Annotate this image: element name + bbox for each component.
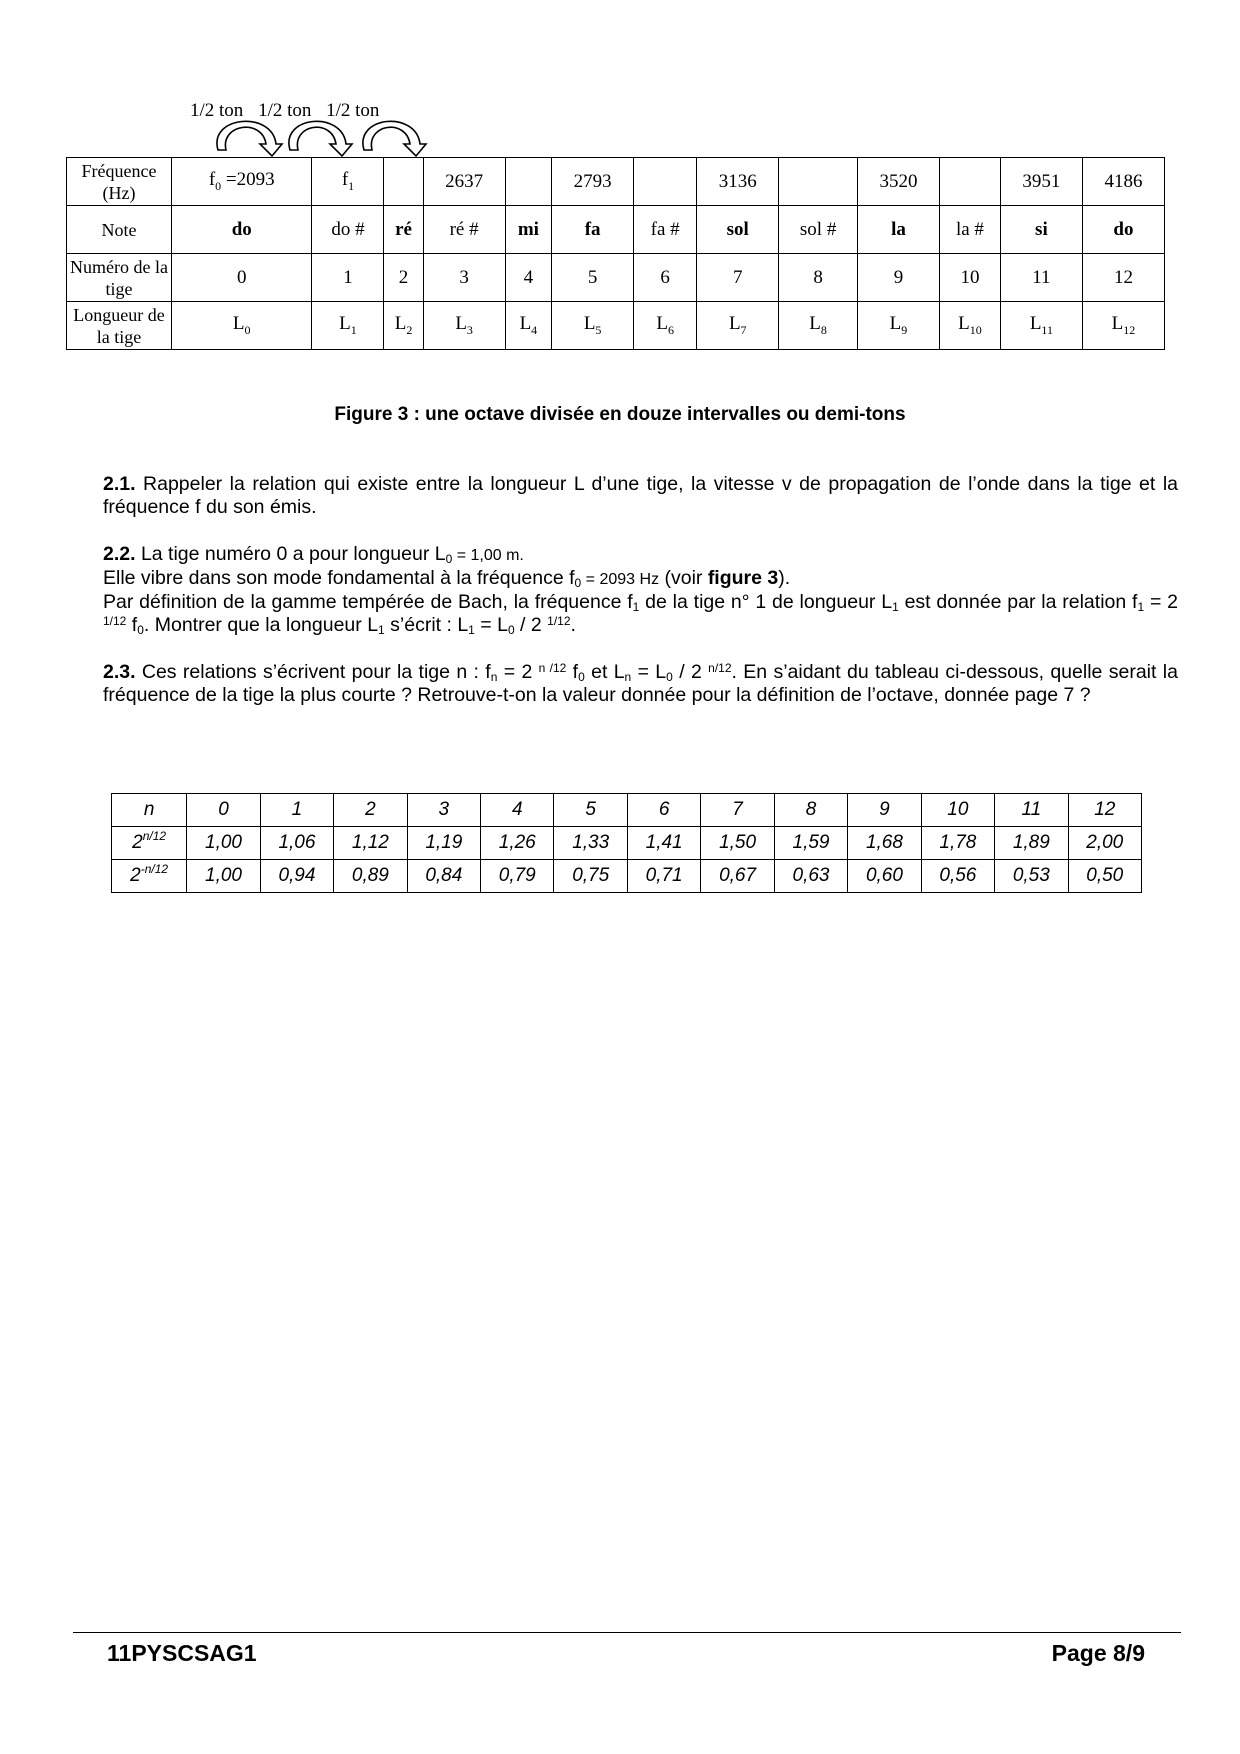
question-text: Rappeler la relation qui existe entre la longueur L d’une tige, la vitesse v de propagation de l’onde dans la tige et la fréquence f du son émis. [103,473,1178,518]
note-cell: sol [697,206,779,254]
question-number: 2.1. [103,473,136,495]
positive-power-cell: 1,41 [627,827,700,860]
row-header: Fréquence (Hz) [67,158,172,206]
length-cell: $L_7$ [697,302,779,350]
note-cell: ré [384,206,423,254]
curved-arrow-icon [217,121,282,156]
frequency-cell: 2793 [552,158,634,206]
frequency-note-table [66,157,1165,350]
footer-divider [73,1632,1181,1633]
frequency-cell [779,158,858,206]
row-header: Numéro de la tige [67,254,172,302]
negative-power-cell: 0,89 [334,860,407,893]
n-cell: 2 [334,794,407,827]
positive-power-cell: 1,78 [921,827,994,860]
n-cell: 4 [481,794,554,827]
frequency-cell: $f_0 =2093$ [172,158,312,206]
curved-arrow-icon [289,121,352,156]
note-cell: fa [552,206,634,254]
n-cell: 10 [921,794,994,827]
negative-power-cell: 0,50 [1068,860,1141,893]
row-header: Longueur de la tige [67,302,172,350]
n-cell: 7 [701,794,774,827]
curved-arrow-icon [363,121,426,156]
note-cell: mi [505,206,551,254]
question-2-1 [103,473,1178,519]
n-cell: 1 [260,794,333,827]
frequency-cell: 3520 [857,158,939,206]
n-cell: 12 [1068,794,1141,827]
number-cell: 5 [552,254,634,302]
length-cell: $L_2$ [384,302,423,350]
number-cell: 10 [939,254,1000,302]
length-cell: $L_{10}$ [939,302,1000,350]
row-header: n [112,794,187,827]
half-tone-label: 1/2 ton [190,100,244,121]
row-header: Note [67,206,172,254]
n-cell: 6 [627,794,700,827]
powers-of-two-table [111,793,1142,893]
note-row [67,206,1165,254]
number-cell: 7 [697,254,779,302]
positive-power-cell: 1,26 [481,827,554,860]
n-cell: 3 [407,794,480,827]
number-cell: 4 [505,254,551,302]
page-number: Page 8/9 [1051,1640,1145,1666]
negative-power-cell: 0,71 [627,860,700,893]
row-header: $2^{n/12}$ [112,827,187,860]
frequency-row [67,158,1165,206]
row-header: $2^{-n/12}$ [112,860,187,893]
n-cell: 11 [995,794,1068,827]
number-cell: 12 [1082,254,1164,302]
frequency-cell [939,158,1000,206]
question-2-2: 2.2. La tige numéro 0 a pour longueur $L_0 = 1,00$ m. Elle vibre dans son mode fondamental à la fréquence $f_0 = 2093$ Hz (voir figure 3). Par définition de la gamme tempérée de Bach, la fréquence $f_1$ de la tige n° 1 de longueur $L_1$ est donnée par la relation $f_1 = 2$ $^{1/12}$ $f_0$. Montrer que la longueur $L_1$ s’écrit : $L_1 = L_0 / 2$ $^{1/12}$. [103,543,1178,637]
question-2-3: 2.3. Ces relations s’écrivent pour la tige n : $f_n = 2$ $^{n /12}$ $f_0$ et $L_n = L_0 / 2$ $^{n/12}$. En s’aidant du tableau ci-dessous, quelle serait la fréquence de la tige la plus courte ? Retrouve-t-on la valeur donnée pour la définition de l’octave, donnée page 7 ? [103,661,1178,706]
positive-power-cell: 2,00 [1068,827,1141,860]
figure-caption: Figure 3 : une octave divisée en douze intervalles ou demi-tons [334,404,906,425]
frequency-cell: 2637 [423,158,505,206]
positive-power-cell: 1,89 [995,827,1068,860]
positive-power-cell: 1,12 [334,827,407,860]
frequency-cell: 4186 [1082,158,1164,206]
negative-power-cell: 0,79 [481,860,554,893]
n-cell: 8 [774,794,847,827]
length-cell: $L_4$ [505,302,551,350]
length-cell: $L_5$ [552,302,634,350]
number-row [67,254,1165,302]
negative-power-cell: 1,00 [187,860,260,893]
n-cell: 5 [554,794,627,827]
n-cell: 9 [848,794,921,827]
note-cell: la [857,206,939,254]
number-cell: 6 [634,254,697,302]
positive-power-cell: 1,33 [554,827,627,860]
half-tone-label: 1/2 ton [326,100,380,121]
negative-power-cell: 0,63 [774,860,847,893]
positive-power-cell: 1,68 [848,827,921,860]
negative-power-cell: 0,84 [407,860,480,893]
note-cell: fa # [634,206,697,254]
length-cell: $L_1$ [312,302,384,350]
length-cell: $L_{11}$ [1000,302,1082,350]
length-cell: $L_0$ [172,302,312,350]
length-cell: $L_6$ [634,302,697,350]
number-cell: 11 [1000,254,1082,302]
note-cell: do # [312,206,384,254]
frequency-cell: 3136 [697,158,779,206]
positive-power-cell: 1,00 [187,827,260,860]
note-cell: la # [939,206,1000,254]
document-code: 11PYSCSAG1 [107,1640,257,1666]
n-cell: 0 [187,794,260,827]
frequency-cell: $f_1$ [312,158,384,206]
negative-power-row [112,860,1142,893]
note-cell: ré # [423,206,505,254]
number-cell: 2 [384,254,423,302]
question-number: 2.3. [103,661,136,683]
length-cell: $L_9$ [857,302,939,350]
number-cell: 0 [172,254,312,302]
length-row [67,302,1165,350]
note-cell: si [1000,206,1082,254]
positive-power-cell: 1,59 [774,827,847,860]
frequency-cell [634,158,697,206]
frequency-cell [384,158,423,206]
length-cell: $L_8$ [779,302,858,350]
length-cell: $L_{12}$ [1082,302,1164,350]
positive-power-row [112,827,1142,860]
positive-power-cell: 1,06 [260,827,333,860]
negative-power-cell: 0,67 [701,860,774,893]
note-cell: sol # [779,206,858,254]
negative-power-cell: 0,60 [848,860,921,893]
note-cell: do [1082,206,1164,254]
frequency-cell [505,158,551,206]
note-cell: do [172,206,312,254]
positive-power-cell: 1,50 [701,827,774,860]
length-cell: $L_3$ [423,302,505,350]
half-tone-label: 1/2 ton [258,100,312,121]
number-cell: 3 [423,254,505,302]
negative-power-cell: 0,94 [260,860,333,893]
number-cell: 8 [779,254,858,302]
positive-power-cell: 1,19 [407,827,480,860]
negative-power-cell: 0,56 [921,860,994,893]
frequency-cell: 3951 [1000,158,1082,206]
number-cell: 1 [312,254,384,302]
negative-power-cell: 0,53 [995,860,1068,893]
question-number: 2.2. [103,543,136,565]
number-cell: 9 [857,254,939,302]
n-row [112,794,1142,827]
negative-power-cell: 0,75 [554,860,627,893]
